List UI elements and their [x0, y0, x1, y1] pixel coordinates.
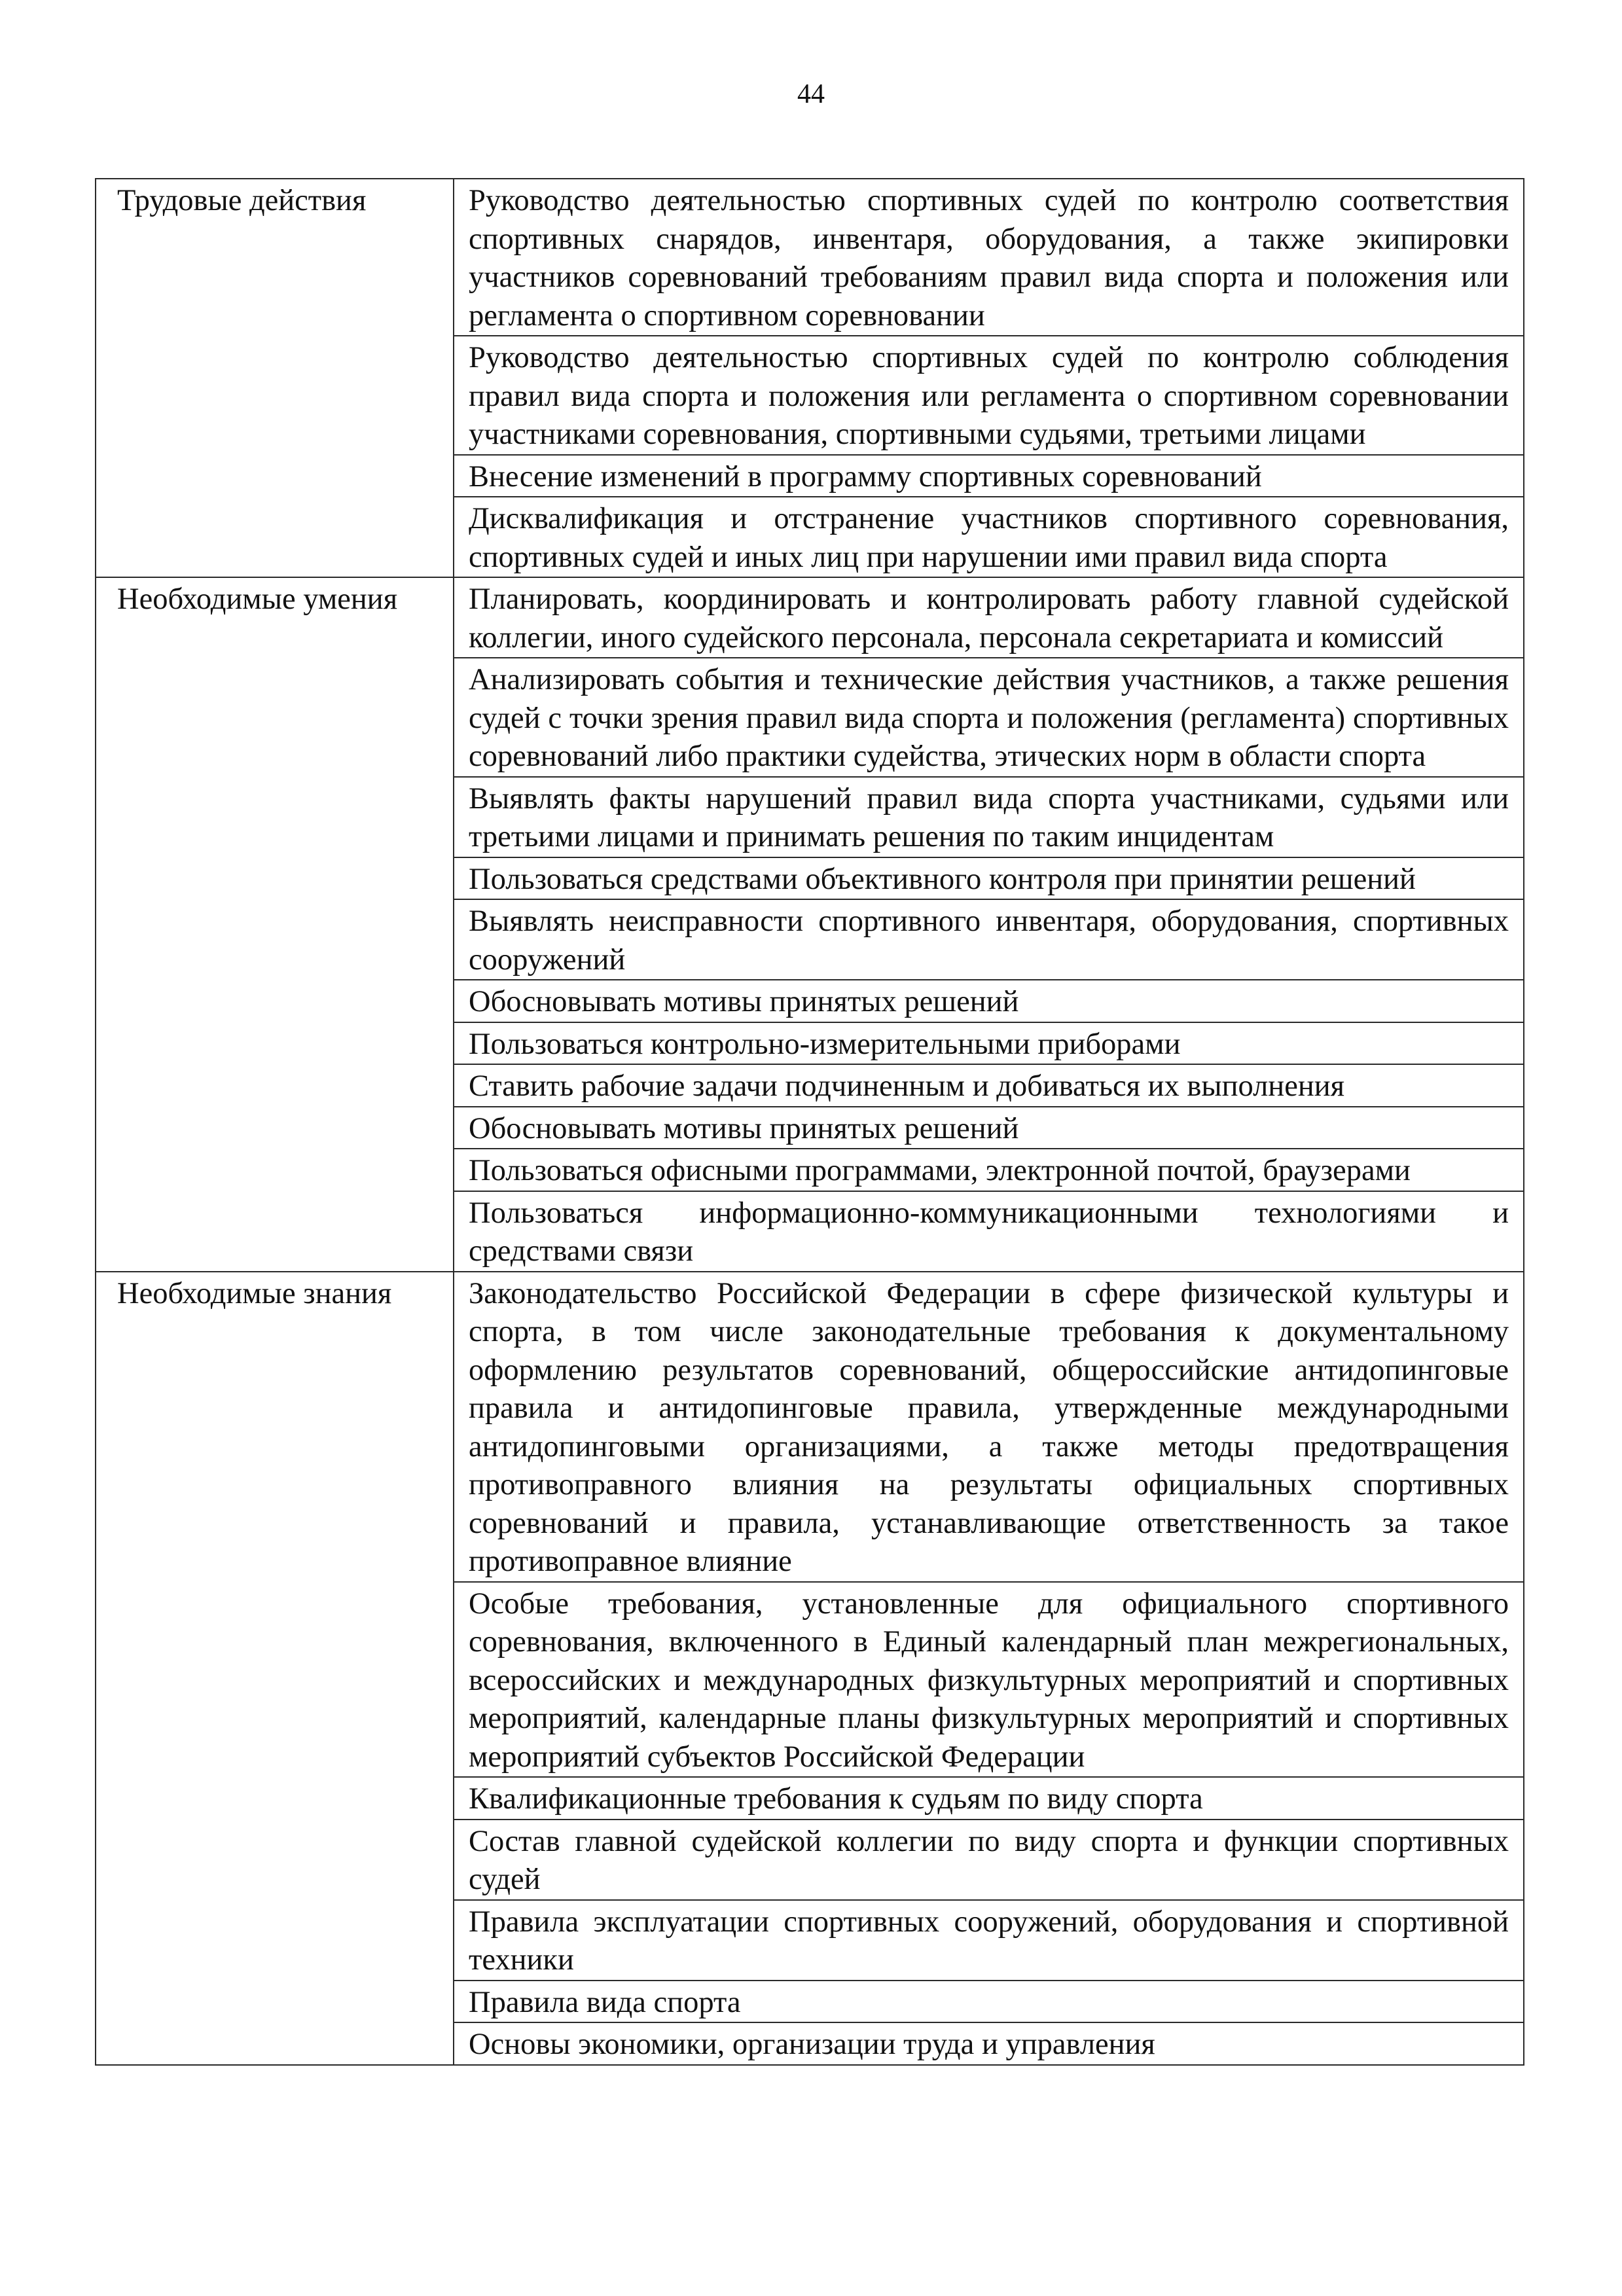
section-heading: Необходимые умения: [96, 577, 454, 1272]
section-heading: Необходимые знания: [96, 1272, 454, 2065]
table-cell: Выявлять неисправности спортивного инвентаря, оборудования, спортивных сооружений: [454, 899, 1524, 980]
table-cell: Внесение изменений в программу спортивных соревнований: [454, 455, 1524, 497]
table-row: [96, 577, 1524, 658]
table-cell: Планировать, координировать и контролировать работу главной судейской коллегии, иного судейского персонала, персонала секретариата и комиссий: [454, 577, 1524, 658]
table-cell: Правила эксплуатации спортивных сооружений, оборудования и спортивной техники: [454, 1900, 1524, 1981]
table-cell: Ставить рабочие задачи подчиненным и добиваться их выполнения: [454, 1064, 1524, 1107]
table-cell: Руководство деятельностью спортивных судей по контролю соответствия спортивных снарядов, инвентаря, оборудования, а также экипировки участников соревнований требованиям правил вида спорта и положения или регламента о спортивном соревновании: [454, 179, 1524, 336]
table-cell: Квалификационные требования к судьям по виду спорта: [454, 1777, 1524, 1820]
qualification-table: [95, 178, 1524, 2066]
table-row: [96, 179, 1524, 336]
table-cell: Обосновывать мотивы принятых решений: [454, 980, 1524, 1022]
table-cell: Пользоваться средствами объективного контроля при принятии решений: [454, 857, 1524, 900]
table-cell: Дисквалификация и отстранение участников спортивного соревнования, спортивных судей и иных лиц при нарушении ими правил вида спорта: [454, 497, 1524, 577]
table-cell: Законодательство Российской Федерации в сфере физической культуры и спорта, в том числе законодательные требования к документальному оформлению результатов соревнований, общероссийские антидопинговые правила и антидопинговые правила, утвержденные международными антидопинговыми организациями, а также методы предотвращения противоправного влияния на результаты официальных спортивных соревнований и правила, устанавливающие ответственность за такое противоправное влияние: [454, 1272, 1524, 1582]
table-row: [96, 1272, 1524, 1582]
table-cell: Пользоваться информационно-коммуникационными технологиями и средствами связи: [454, 1191, 1524, 1272]
section-heading: Трудовые действия: [96, 179, 454, 577]
page-number: 44: [797, 79, 825, 109]
table-cell: Руководство деятельностью спортивных судей по контролю соблюдения правил вида спорта и положения или регламента о спортивном соревновании участниками соревнования, спортивными судьями, третьими лицами: [454, 336, 1524, 455]
table-cell: Особые требования, установленные для официального спортивного соревнования, включенного в Единый календарный план межрегиональных, всероссийских и международных физкультурных мероприятий и спортивных мероприятий, календарные планы физкультурных мероприятий и спортивных мероприятий субъектов Российской Федерации: [454, 1582, 1524, 1778]
table-cell: Пользоваться офисными программами, электронной почтой, браузерами: [454, 1149, 1524, 1191]
table-cell: Состав главной судейской коллегии по виду спорта и функции спортивных судей: [454, 1820, 1524, 1900]
table-cell: Обосновывать мотивы принятых решений: [454, 1107, 1524, 1149]
table-cell: Выявлять факты нарушений правил вида спорта участниками, судьями или третьими лицами и принимать решения по таким инцидентам: [454, 777, 1524, 857]
table-cell: Основы экономики, организации труда и управления: [454, 2022, 1524, 2065]
table-cell: Анализировать события и технические действия участников, а также решения судей с точки зрения правил вида спорта и положения (регламента) спортивных соревнований либо практики судейства, этических норм в области спорта: [454, 658, 1524, 777]
table-cell: Правила вида спорта: [454, 1981, 1524, 2023]
table-cell: Пользоваться контрольно-измерительными приборами: [454, 1022, 1524, 1065]
